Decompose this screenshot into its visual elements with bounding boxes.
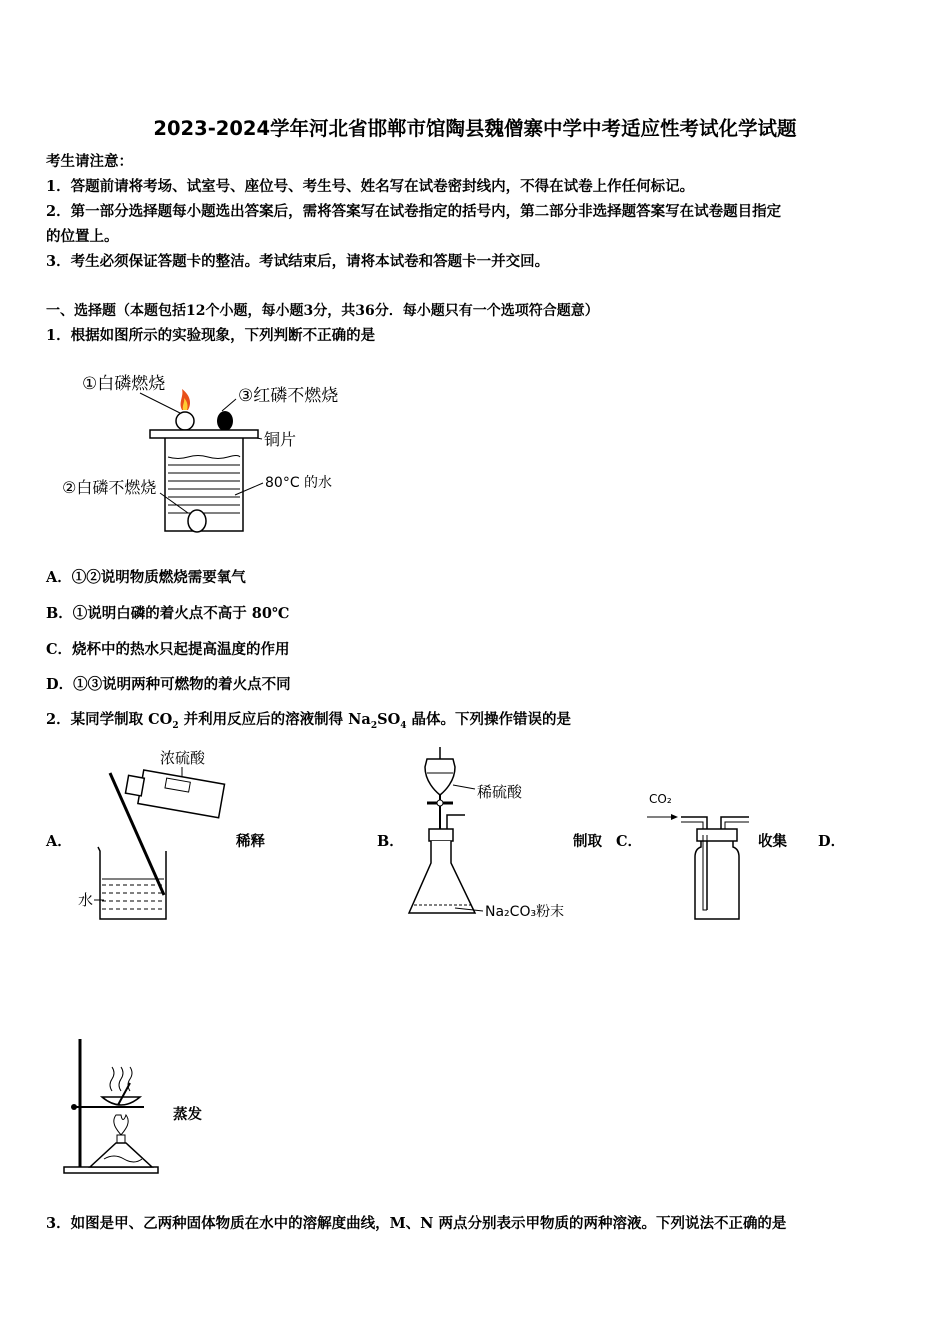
q1-figure: [60, 365, 360, 555]
q2-option-a-letter: A．: [46, 833, 72, 850]
label-copper: 铜片: [264, 430, 297, 449]
q2-stem: 2．某同学制取 $CO_2$ 并利用反应后的溶液制得 $Na_2SO_4$ 晶体。下列操作错误的是: [46, 711, 572, 731]
label-conc-acid: 浓硫酸: [160, 749, 206, 767]
label-dilute-acid: 稀硫酸: [477, 783, 523, 801]
q1-option-a: A．①②说明物质燃烧需要氧气: [46, 569, 246, 586]
q2-figure-c: [645, 785, 755, 925]
q2-figure-d: [60, 1035, 170, 1175]
copper-plate: [150, 430, 258, 438]
notice-item: 2．第一部分选择题每小题选出答案后，需将答案写在试卷指定的括号内，第二部分非选择题答案写在试卷题目指定: [46, 203, 782, 220]
q2-option-d-caption: 蒸发: [173, 1106, 202, 1123]
q2-option-a-caption: 稀释: [236, 833, 265, 850]
q1-stem: 1．根据如图所示的实验现象，下列判断不正确的是: [46, 327, 376, 344]
notice-item: 3．考生必须保证答题卡的整洁。考试结束后，请将本试卷和答题卡一并交回。: [46, 253, 550, 270]
notice-item: 1．答题前请将考场、试室号、座位号、考生号、姓名写在试卷密封线内，不得在试卷上作任何标记。: [46, 178, 695, 195]
label-co2: CO₂: [649, 792, 672, 806]
q1-option-d: D．①③说明两种可燃物的着火点不同: [46, 676, 291, 693]
arrow-right-icon: [671, 814, 678, 820]
q1-option-c: C．烧杯中的热水只起提高温度的作用: [46, 641, 290, 658]
label-submerged-phosphorus: ②白磷不燃烧: [62, 478, 157, 497]
notice-item: 的位置上。: [46, 228, 119, 245]
page-title: 2023-2024学年河北省邯郸市馆陶县魏僧寨中学中考适应性考试化学试题: [153, 117, 797, 140]
q2-figure-b: [405, 745, 585, 925]
alcohol-lamp-icon: [90, 1143, 152, 1167]
q2-option-c-letter: C．: [616, 833, 643, 850]
funnel-icon: [425, 759, 455, 795]
conical-flask-icon: [409, 841, 475, 913]
red-phosphorus-icon: [217, 411, 233, 431]
label-powder: Na₂CO₃粉末: [485, 904, 565, 920]
notice-heading: 考生请注意：: [46, 153, 133, 170]
q2-option-d-letter: D．: [818, 833, 846, 850]
submerged-phosphorus-icon: [188, 510, 206, 532]
label-white-phosphorus-burning: ①白磷燃烧: [82, 374, 166, 394]
acid-bottle-icon: [124, 768, 224, 818]
label-hot-water: 80°C 的水: [265, 475, 333, 491]
gas-bottle-icon: [695, 841, 739, 919]
label-red-phosphorus: ③红磷不燃烧: [238, 386, 339, 406]
q2-option-b-caption: 制取: [573, 833, 602, 850]
q3-stem: 3．如图是甲、乙两种固体物质在水中的溶解度曲线，M、N 两点分别表示甲物质的两种溶液。下列说法不正确的是: [46, 1215, 787, 1232]
q2-option-b-letter: B．: [377, 833, 404, 850]
q1-option-b: B．①说明白磷的着火点不高于 80℃: [46, 605, 290, 622]
q2-option-c-caption: 收集: [758, 833, 787, 850]
label-water: 水: [78, 891, 94, 909]
white-phosphorus-icon: [176, 412, 194, 430]
q2-figure-a: [74, 745, 234, 925]
beaker-icon: [98, 847, 166, 919]
flame-icon: [114, 1115, 128, 1135]
section-heading: 一、选择题（本题包括12个小题，每小题3分，共36分．每小题只有一个选项符合题意）: [46, 303, 599, 319]
